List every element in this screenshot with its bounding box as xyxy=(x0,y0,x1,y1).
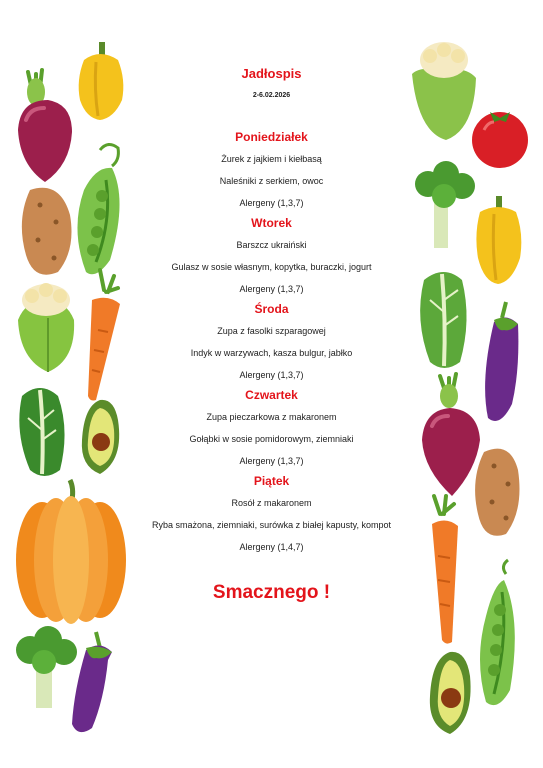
day-heading-monday: Poniedziałek xyxy=(235,130,308,144)
eggplant-icon xyxy=(72,632,112,732)
broccoli-icon xyxy=(16,626,77,708)
yellow-pepper-icon xyxy=(476,196,521,284)
pea-pod-icon xyxy=(480,560,515,705)
potato-icon xyxy=(22,188,72,275)
date-range: 2-6.02.2026 xyxy=(252,92,291,99)
menu-line: Zupa pieczarkowa z makaronem xyxy=(206,412,337,422)
avocado-icon xyxy=(82,400,119,474)
carrot-icon xyxy=(432,496,458,644)
yellow-pepper-icon xyxy=(79,42,124,120)
day-heading-wednesday: Środa xyxy=(254,302,289,316)
day-heading-thursday: Czwartek xyxy=(245,388,298,402)
menu-line: Indyk w warzywach, kasza bulgur, jabłko xyxy=(190,348,353,358)
cauliflower-icon xyxy=(18,283,74,372)
pea-pod-icon xyxy=(77,144,119,274)
menu-title: Jadłospis xyxy=(241,66,302,81)
carrot-icon xyxy=(88,270,120,401)
pumpkin-icon xyxy=(16,480,126,624)
cauliflower-icon xyxy=(412,42,476,140)
menu-line: Gulasz w sosie własnym, kopytka, buraczki, jogurt xyxy=(171,262,372,272)
cabbage-icon xyxy=(420,272,466,368)
allergens-line: Alergeny (1,3,7) xyxy=(239,456,304,466)
allergens-line: Alergeny (1,3,7) xyxy=(239,370,304,380)
menu-line: Żurek z jajkiem i kiełbasą xyxy=(221,154,322,164)
avocado-icon xyxy=(430,652,471,734)
menu-line: Ryba smażona, ziemniaki, surówka z białej kapusty, kompot xyxy=(152,520,391,530)
menu-line: Rosół z makaronem xyxy=(231,498,312,508)
menu-line: Naleśniki z serkiem, owoc xyxy=(219,176,324,186)
eggplant-icon xyxy=(485,302,518,421)
beetroot-icon xyxy=(422,374,480,496)
menu-line: Gołąbki w sosie pomidorowym, ziemniaki xyxy=(189,434,354,444)
day-heading-tuesday: Wtorek xyxy=(251,216,292,230)
day-heading-friday: Piątek xyxy=(253,474,290,488)
beetroot-icon xyxy=(18,70,72,182)
allergens-line: Alergeny (1,4,7) xyxy=(239,542,304,552)
menu-line: Zupa z fasolki szparagowej xyxy=(217,326,326,336)
broccoli-icon xyxy=(415,161,475,248)
cabbage-icon xyxy=(19,388,64,476)
allergens-line: Alergeny (1,3,7) xyxy=(239,198,304,208)
closing-greeting: Smacznego ! xyxy=(212,582,331,603)
menu-line: Barszcz ukraiński xyxy=(236,240,307,250)
potato-icon xyxy=(475,449,519,536)
tomato-icon xyxy=(472,112,528,168)
allergens-line: Alergeny (1,3,7) xyxy=(239,284,304,294)
